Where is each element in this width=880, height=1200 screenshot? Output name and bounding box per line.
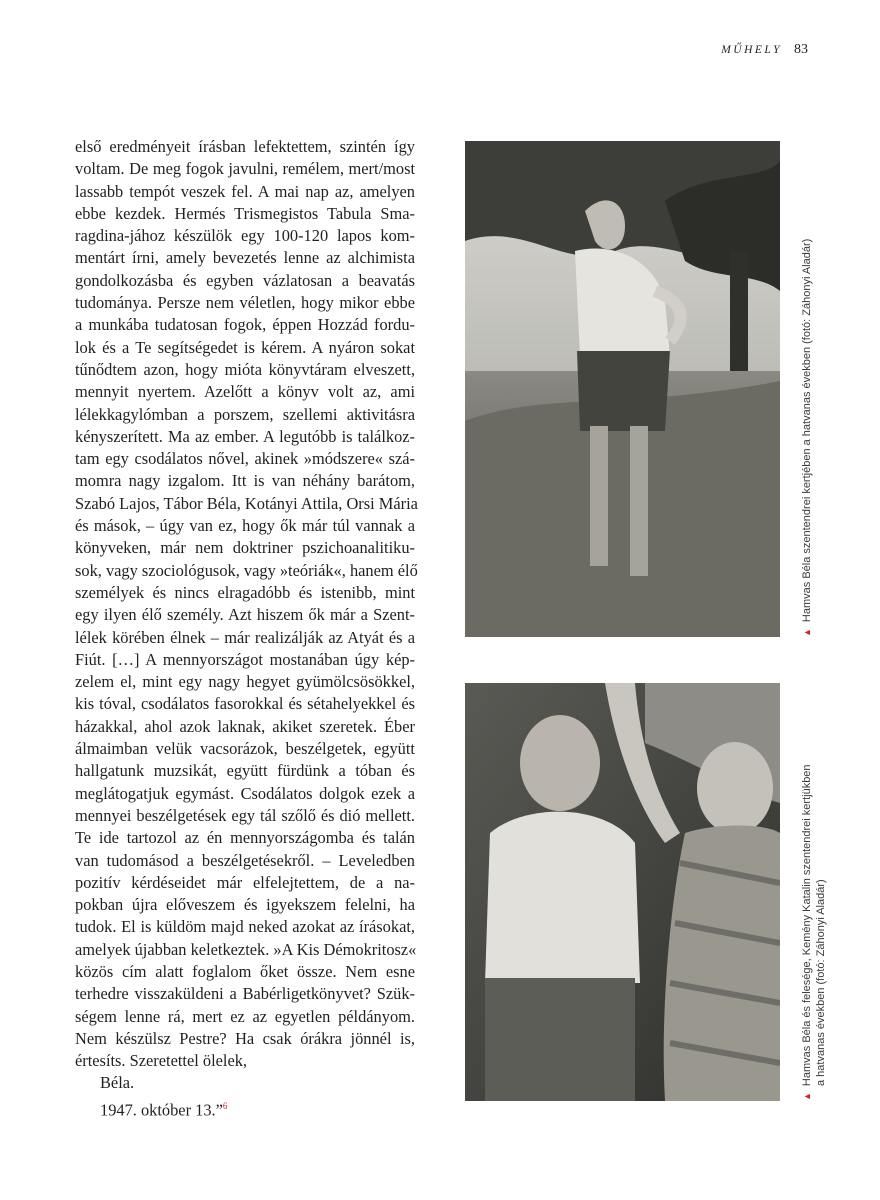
text-line: álmaimban velük vacsorázok, beszélgetek, együtt [75, 739, 415, 759]
text-line: a munkába tudatosan fogok, éppen Hozzád fordu- [75, 315, 415, 335]
footnote-reference[interactable]: 6 [222, 1100, 228, 1111]
text-line: zelem el, mint egy nagy hegyet gyümölcsösökkel, [75, 672, 415, 692]
text-line: közös cím alatt foglalom őket össze. Nem esne [75, 961, 415, 981]
signature: Béla. [100, 1073, 135, 1093]
photo-hamvas-and-wife [465, 683, 780, 1101]
photo2-caption-line2: a hatvanas években (fotó: Záhonyi Aladár) [815, 879, 827, 1086]
text-line: amelyek újabban keletkeztek. »A Kis Démokritosz« [75, 939, 417, 959]
text-line: tudománya. Persze nem véletlen, hogy mikor ebbe [75, 293, 415, 313]
caption-marker-icon: ▲ [802, 628, 812, 637]
text-line: lok és a Te segítségedet is kérem. A nyáron sokat [75, 337, 415, 357]
text-line: Te ide tartozol az én mennyországomba és talán [75, 828, 415, 848]
text-line: tűnődtem azon, hogy mióta könyvtáram elveszett, [75, 359, 415, 379]
page-number: 83 [794, 42, 808, 57]
text-line: ebbe kezdek. Hermés Trismegistos Tabula Sma- [75, 203, 415, 223]
photo-hamvas-garden [465, 141, 780, 637]
text-line: és mások, – úgy van ez, hogy ők már túl vannak a [75, 516, 415, 536]
text-line: gondolkozásba és egyben vázlatosan a beavatás [75, 270, 415, 290]
text-line: mennyei beszélgetések egy tál szőlő és dió mellett. [75, 805, 415, 825]
text-line: Fiút. […] A mennyországot mostanában úgy kép- [75, 649, 415, 669]
text-line: értesíts. Szeretettel ölelek, [75, 1051, 248, 1071]
text-line: pozitív kérdéseidet már elfelejtettem, de a na- [75, 872, 415, 892]
letter-date-text: 1947. október 13.” [100, 1100, 223, 1120]
text-line: momra nagy izgalom. Itt is van néhány barátom, [75, 471, 415, 491]
photo2-caption-line1: Hamvas Béla és felesége, Kemény Katalin szentendrei kertjükben [801, 764, 813, 1087]
text-line: kis tóval, csodálatos fasorokkal és sétahelyekkel és [75, 694, 415, 714]
text-line: házakkal, ahol azok laknak, akiket szeretek. Éber [75, 716, 415, 736]
text-line: sok, vagy szociológusok, vagy »teóriák«, hanem élő [75, 560, 418, 580]
text-line: lélekkagylómban a porszem, szellemi aktivitásra [75, 404, 415, 424]
text-line: tam egy csodálatos nővel, akinek »módszere« szá- [75, 449, 415, 469]
text-line: könyveken, már nem doktriner pszichoanalitiku- [75, 538, 415, 558]
text-line: terhedre visszaküldeni a Babérligetkönyvet? Szük- [75, 984, 415, 1004]
text-line: van tudomásod a beszélgetésekről. – Leveledben [75, 850, 415, 870]
caption-marker-icon: ▲ [802, 1092, 812, 1101]
text-line: voltam. De meg fogok javulni, remélem, mert/most [75, 159, 415, 179]
text-line: Szabó Lajos, Tábor Béla, Kotányi Attila, Orsi Mária [75, 493, 418, 513]
photo1-caption [800, 239, 814, 637]
text-line: első eredményeit írásban lefektettem, szintén így [75, 137, 415, 156]
photo1-caption-text: Hamvas Béla szentendrei kertjében a hatvanas években (fotó: Záhonyi Aladár) [801, 238, 813, 623]
text-line: mennyit nyertem. Azelőtt a könyv volt az, ami [75, 382, 415, 402]
text-line: személyek és nincs elragadóbb és istenibb, mint [75, 582, 415, 602]
photo2-caption [800, 764, 828, 1101]
text-line: hallgatunk muzsikát, együtt fürdünk a tóban és [75, 761, 415, 781]
letter-date [75, 1095, 415, 1120]
letter-text [75, 136, 418, 1120]
photo-hamvas-garden-image [465, 141, 780, 637]
running-head: MŰHELY [721, 44, 782, 56]
text-line: mentárt írni, amely bevezetés lenne az alchimista [75, 248, 415, 268]
text-line: egy ilyen élő személy. Azt hiszem ők már a Szent- [75, 605, 415, 625]
text-line: kényszerített. Ma az ember. A legutóbb is találkoz- [75, 426, 415, 446]
text-line: lélek körében élnek – már realizálják az Atyát és a [75, 627, 415, 647]
text-line: Nem készülsz Pestre? Ha csak órákra jönnél is, [75, 1028, 415, 1048]
text-line: ragdina-jához készülök egy 100-120 lapos kom- [75, 226, 415, 246]
text-line: ségem lenne rá, mert ez az egyetlen példányom. [75, 1006, 415, 1026]
text-line: pokban újra előveszem és igyekszem felelni, ha [75, 895, 415, 915]
photo-hamvas-and-wife-image [465, 683, 780, 1101]
text-line: meglátogatjuk egymást. Csodálatos dolgok ezek a [75, 783, 415, 803]
text-line: lassabb tempót veszek fel. A mai nap az, amelyen [75, 181, 415, 201]
text-line: tudok. El is küldöm majd neked azokat az írásokat, [75, 917, 415, 937]
